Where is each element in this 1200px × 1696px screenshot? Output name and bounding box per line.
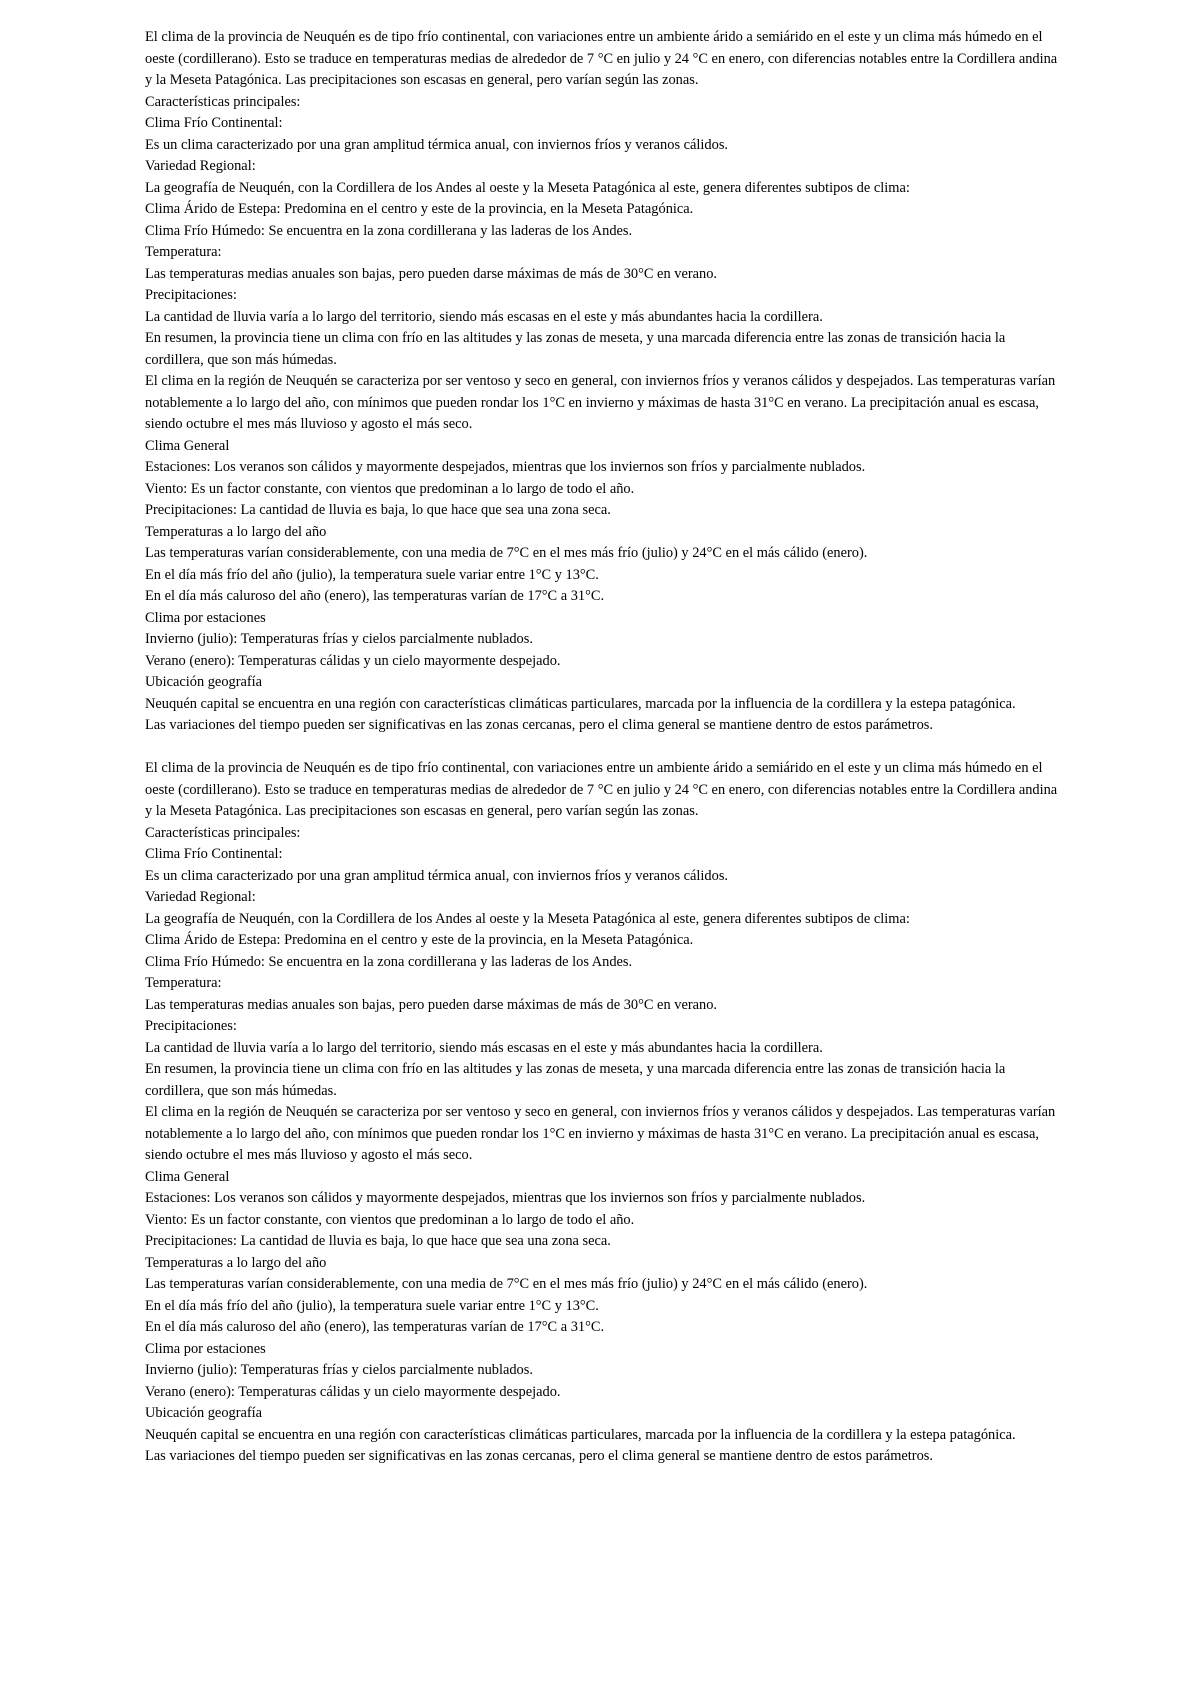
paragraph: Precipitaciones: La cantidad de lluvia es baja, lo que hace que sea una zona seca. (145, 502, 611, 518)
paragraph: Estaciones: Los veranos son cálidos y mayormente despejados, mientras que los inviernos son fríos y parcialmente nublados. (145, 459, 866, 475)
document-section-1 (145, 27, 1065, 737)
paragraph: Clima Frío Continental: (145, 846, 283, 862)
paragraph: Ubicación geografía (145, 674, 263, 690)
paragraph: Clima Frío Húmedo: Se encuentra en la zona cordillerana y las laderas de los Andes. (145, 222, 633, 239)
paragraph: Viento: Es un factor constante, con vientos que predominan a lo largo de todo el año. (145, 480, 635, 497)
paragraph: Precipitaciones: (145, 1018, 237, 1034)
paragraph: La cantidad de lluvia varía a lo largo del territorio, siendo más escasas en el este y más abundantes hacia la cordillera. (145, 308, 823, 325)
paragraph: El clima de la provincia de Neuquén es de tipo frío continental, con variaciones entre un ambiente árido a semiárido en el este y un clima más húmedo en el oeste (cordillerano). Esto se traduce en temperaturas medias de alrededor de 7 °C en julio y 24 °C en enero, con diferencias notables entre la Cordillera andina y la Meseta Patagónica. Las precipitaciones son escasas en general, pero varían según las zonas. (145, 29, 1058, 88)
paragraph: Las variaciones del tiempo pueden ser significativas en las zonas cercanas, pero el clima general se mantiene dentro de estos parámetros. (145, 717, 933, 733)
paragraph: La geografía de Neuquén, con la Cordillera de los Andes al oeste y la Meseta Patagónica al este, genera diferentes subtipos de clima: (145, 910, 910, 927)
paragraph: Las temperaturas medias anuales son bajas, pero pueden darse máximas de más de 30°C en verano. (145, 996, 717, 1013)
paragraph: Precipitaciones: (145, 287, 237, 303)
paragraph: Clima por estaciones (145, 1340, 266, 1357)
paragraph: Variedad Regional: (145, 889, 256, 905)
paragraph: Precipitaciones: La cantidad de lluvia es baja, lo que hace que sea una zona seca. (145, 1233, 611, 1249)
paragraph: Invierno (julio): Temperaturas frías y cielos parcialmente nublados. (145, 631, 533, 647)
paragraph: Temperaturas a lo largo del año (145, 1254, 327, 1271)
paragraph: Neuquén capital se encuentra en una región con características climáticas particulares, marcada por la influencia de la cordillera y la estepa patagónica. (145, 1426, 1016, 1443)
paragraph: Características principales: (145, 824, 301, 841)
paragraph: Viento: Es un factor constante, con vientos que predominan a lo largo de todo el año. (145, 1211, 635, 1228)
paragraph: Clima Frío Continental: (145, 115, 283, 131)
paragraph: El clima de la provincia de Neuquén es de tipo frío continental, con variaciones entre un ambiente árido a semiárido en el este y un clima más húmedo en el oeste (cordillerano). Esto se traduce en temperaturas medias de alrededor de 7 °C en julio y 24 °C en enero, con diferencias notables entre la Cordillera andina y la Meseta Patagónica. Las precipitaciones son escasas en general, pero varían según las zonas. (145, 760, 1058, 819)
paragraph: Estaciones: Los veranos son cálidos y mayormente despejados, mientras que los inviernos son fríos y parcialmente nublados. (145, 1190, 866, 1206)
document-page (145, 27, 1065, 1468)
paragraph: En el día más caluroso del año (enero), las temperaturas varían de 17°C a 31°C. (145, 588, 605, 604)
paragraph: Es un clima caracterizado por una gran amplitud térmica anual, con inviernos fríos y veranos cálidos. (145, 867, 729, 884)
paragraph: Las temperaturas varían considerablemente, con una media de 7°C en el mes más frío (julio) y 24°C en el más cálido (enero). (145, 545, 868, 561)
paragraph: Ubicación geografía (145, 1405, 263, 1421)
paragraph: Clima Frío Húmedo: Se encuentra en la zona cordillerana y las laderas de los Andes. (145, 953, 633, 970)
paragraph: Clima Árido de Estepa: Predomina en el centro y este de la provincia, en la Meseta Patagónica. (145, 932, 694, 948)
paragraph: Las temperaturas varían considerablemente, con una media de 7°C en el mes más frío (julio) y 24°C en el más cálido (enero). (145, 1276, 868, 1292)
paragraph: Neuquén capital se encuentra en una región con características climáticas particulares, marcada por la influencia de la cordillera y la estepa patagónica. (145, 695, 1016, 712)
paragraph: En el día más caluroso del año (enero), las temperaturas varían de 17°C a 31°C. (145, 1319, 605, 1335)
paragraph: Temperatura: (145, 244, 222, 260)
paragraph: Clima General (145, 437, 230, 454)
paragraph: En el día más frío del año (julio), la temperatura suele variar entre 1°C y 13°C. (145, 1297, 599, 1314)
paragraph: En resumen, la provincia tiene un clima con frío en las altitudes y las zonas de meseta, y una marcada diferencia entre las zonas de transición hacia la cordillera, que son más húmedas. (145, 1061, 1006, 1099)
document-section-2 (145, 758, 1065, 1468)
paragraph: Verano (enero): Temperaturas cálidas y un cielo mayormente despejado. (145, 652, 561, 669)
paragraph: El clima en la región de Neuquén se caracteriza por ser ventoso y seco en general, con inviernos fríos y veranos cálidos y despejados. Las temperaturas varían notablemente a lo largo del año, con mínimos que pueden rondar los 1°C en invierno y máximas de hasta 31°C en verano. La precipitación anual es escasa, siendo octubre el mes más lluvioso y agosto el más seco. (145, 1104, 1056, 1163)
paragraph: Es un clima caracterizado por una gran amplitud térmica anual, con inviernos fríos y veranos cálidos. (145, 136, 729, 153)
paragraph: El clima en la región de Neuquén se caracteriza por ser ventoso y seco en general, con inviernos fríos y veranos cálidos y despejados. Las temperaturas varían notablemente a lo largo del año, con mínimos que pueden rondar los 1°C en invierno y máximas de hasta 31°C en verano. La precipitación anual es escasa, siendo octubre el mes más lluvioso y agosto el más seco. (145, 373, 1056, 432)
paragraph: En resumen, la provincia tiene un clima con frío en las altitudes y las zonas de meseta, y una marcada diferencia entre las zonas de transición hacia la cordillera, que son más húmedas. (145, 330, 1006, 368)
paragraph: Clima General (145, 1168, 230, 1185)
paragraph: En el día más frío del año (julio), la temperatura suele variar entre 1°C y 13°C. (145, 566, 599, 583)
paragraph: Verano (enero): Temperaturas cálidas y un cielo mayormente despejado. (145, 1383, 561, 1400)
paragraph: Temperatura: (145, 975, 222, 991)
paragraph: Las variaciones del tiempo pueden ser significativas en las zonas cercanas, pero el clima general se mantiene dentro de estos parámetros. (145, 1448, 933, 1464)
paragraph: Clima por estaciones (145, 609, 266, 626)
paragraph: Invierno (julio): Temperaturas frías y cielos parcialmente nublados. (145, 1362, 533, 1378)
paragraph: Clima Árido de Estepa: Predomina en el centro y este de la provincia, en la Meseta Patagónica. (145, 201, 694, 217)
paragraph: La cantidad de lluvia varía a lo largo del territorio, siendo más escasas en el este y más abundantes hacia la cordillera. (145, 1039, 823, 1056)
paragraph: Variedad Regional: (145, 158, 256, 174)
paragraph: La geografía de Neuquén, con la Cordillera de los Andes al oeste y la Meseta Patagónica al este, genera diferentes subtipos de clima: (145, 179, 910, 196)
paragraph: Temperaturas a lo largo del año (145, 523, 327, 540)
paragraph: Características principales: (145, 93, 301, 110)
paragraph: Las temperaturas medias anuales son bajas, pero pueden darse máximas de más de 30°C en verano. (145, 265, 717, 282)
